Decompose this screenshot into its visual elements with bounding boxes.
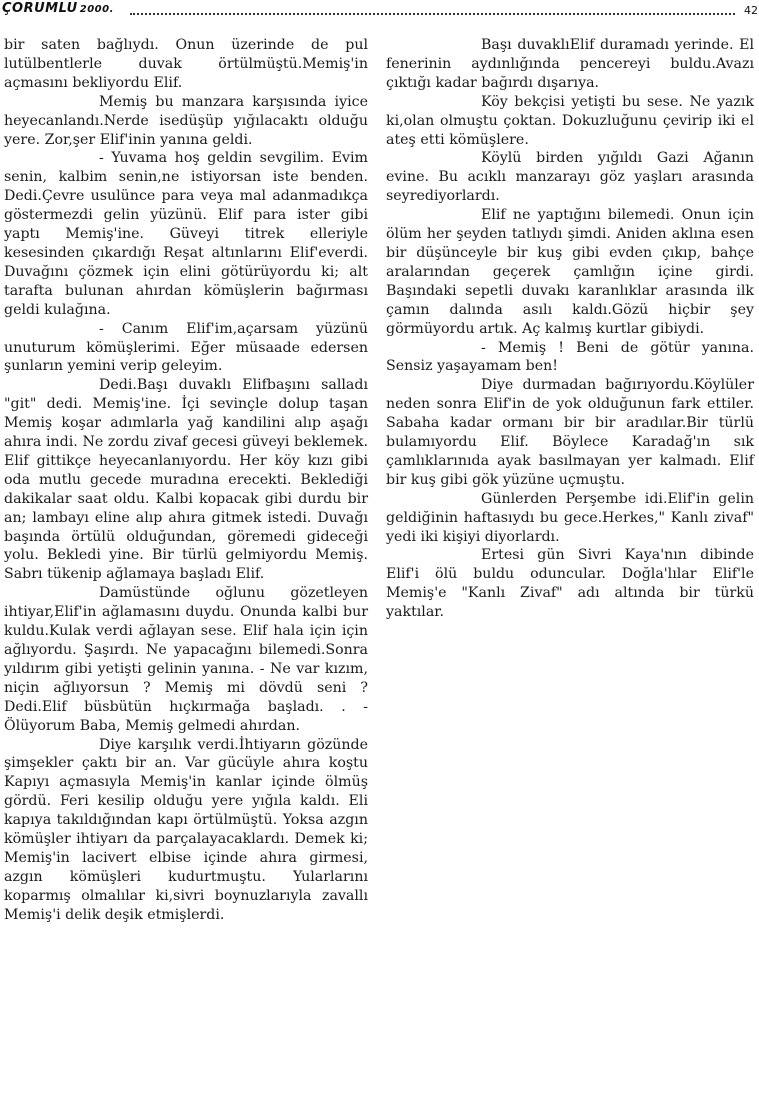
- magazine-year: 2000.: [79, 4, 114, 15]
- paragraph: Damüstünde oğlunu gözetleyen ihtiyar,Elif'in ağlamasını duydu. Onunda kalbi bur kuldu.Kulak verdi ağlayan sese. Elif hala için için ağlıyordu. Şaşırdı. Ne yapacağını bilemedi.Sonra yıldırım gibi yetişti gelinin yanına. - Ne var kızım, niçin ağlıyorsun ? Memiş mi dövdü seni ? Dedi.Elif büsbütün hıçkırmağa başladı. . - Ölüyorum Baba, Memiş gelmedi ahırdan.: [4, 585, 368, 734]
- right-column: [386, 36, 754, 622]
- paragraph: Memiş bu manzara karşısında iyice heyecanlandı.Nerde isedüşüp yığılacaktı olduğu yere. Zor,şer Elif'inin yanına geldi.: [4, 93, 368, 148]
- paragraph: - Yuvama hoş geldin sevgilim. Evim senin, kalbim senin,ne istiyorsan iste benden. Dedi.Çevre usulünce para veya mal adanmadıkça göstermezdi gelin yüzünü. Elif para ister gibi yaptı Memiş'ine. Güveyi titrek elleriyle kesesinden çıkardığı Reşat altınlarını Elif'everdi. Duvağını çözmek için elini götürüyordu ki; alt tarafta bulunan ahırdan kömüşlerin bağırması geldi kulağına.: [4, 150, 368, 318]
- left-column: [4, 36, 368, 925]
- paragraph: Dedi.Başı duvaklı Elifbaşını salladı "git" dedi. Memiş'ine. İçi sevinçle dolup taşan Memiş koşar adımlarla yağ kandilini alıp aşağı ahıra indi. Ne zordu zivaf gecesi güveyi beklemek. Elif gittikçe heyecanlanıyordu. Her köy kızı gibi oda mutlu gecede muradına erecekti. Beklediği dakikalar saat oldu. Kalbi kopacak gibi durdu bir an; lambayı eline alıp ahıra gitmek istedi. Duvağı başında örtülü olduğundan, göremedi gideceği yolu. Bekledi yine. Bir türlü gelmiyordu Memiş. Sabrı tükenip ağlamaya başladı Elif.: [4, 377, 368, 583]
- magazine-name: ÇORUMLU: [2, 1, 78, 16]
- magazine-title: [2, 1, 116, 16]
- header-dotted-rule: [130, 13, 735, 15]
- paragraph: Elif ne yaptığını bilemedi. Onun için ölüm her şeyden tatlıydı şimdi. Aniden aklına esen bir düşünceyle bir kuş gibi evden çıkıp, bahçe aralarından geçerek çamlığın içine girdi. Başındaki sepetli duvakı karanlıklar arasında ilk çamın dalında asılı kaldı.Gözü hiçbir şey görmüyordu artık. Aç kalmış kurtlar gibiydi.: [386, 207, 754, 337]
- paragraph: Diye durmadan bağırıyordu.Köylüler neden sonra Elif'in de yok olduğunun fark ettiler. Sabaha kadar ormanı bir bir aradılar.Bir türlü bulamıyordu Elif. Böylece Karadağ'ın sık çamlıklarınıda ayak basılmayan yer kalmadı. Elif bir kuş gibi gök yüzüne uçmuştu.: [386, 377, 754, 488]
- paragraph: Ertesi gün Sivri Kaya'nın dibinde Elif'i ölü buldu oduncular. Doğla'lılar Elif'le Memiş'e "Kanlı Zivaf" adı altında bir türkü yaktılar.: [386, 547, 754, 621]
- paragraph: Köylü birden yığıldı Gazi Ağanın evine. Bu acıklı manzarayı göz yaşları arasında seyrediyorlardı.: [386, 150, 754, 205]
- paragraph: Köy bekçisi yetişti bu sese. Ne yazık ki,olan olmuştu çoktan. Dokuzluğunu çevirip iki el ateş etti kömüşlere.: [386, 93, 754, 148]
- paragraph: - Memiş ! Beni de götür yanına. Sensiz yaşayamam ben!: [386, 339, 754, 375]
- paragraph: bir saten bağlıydı. Onun üzerinde de pul lutülbentlerle duvak örtülmüştü.Memiş'in açmasını bekliyordu Elif.: [4, 37, 368, 91]
- page-number: 42: [744, 4, 758, 17]
- paragraph: - Canım Elif'im,açarsam yüzünü unuturum kömüşlerimi. Eğer müsaade edersen şunların yemini verip geleyim.: [4, 320, 368, 375]
- paragraph: Başı duvaklıElif duramadı yerinde. El fenerinin aydınlığında pencereyi buldu.Avazı çıktığı kadar bağırdı dışarıya.: [386, 37, 754, 91]
- page-header: [0, 0, 759, 20]
- paragraph: Diye karşılık verdi.İhtiyarın gözünde şimşekler çaktı bir an. Var gücüyle ahıra koştu Kapıyı açmasıyla Memiş'in kanlar içinde ölmüş gördü. Feri kesilip olduğu yere yığıla kaldı. Eli kapıya takıldığından kapı örtülmüştü. Yoksa azgın kömüşler ihtiyarı da parçalayacaklardı. Demek ki; Memiş'in lacivert elbise içinde ahıra girmesi, azgın kömüşleri kudurtmuştu. Yularlarını koparmış olmalılar ki,sivri boynuzlarıyla zavallı Memiş'i delik deşik etmişlerdi.: [4, 736, 368, 923]
- paragraph: Günlerden Perşembe idi.Elif'in gelin geldiğinin haftasıydı bu gece.Herkes," Kanlı zivaf" yedi iki kişiyi diyorlardı.: [386, 490, 754, 545]
